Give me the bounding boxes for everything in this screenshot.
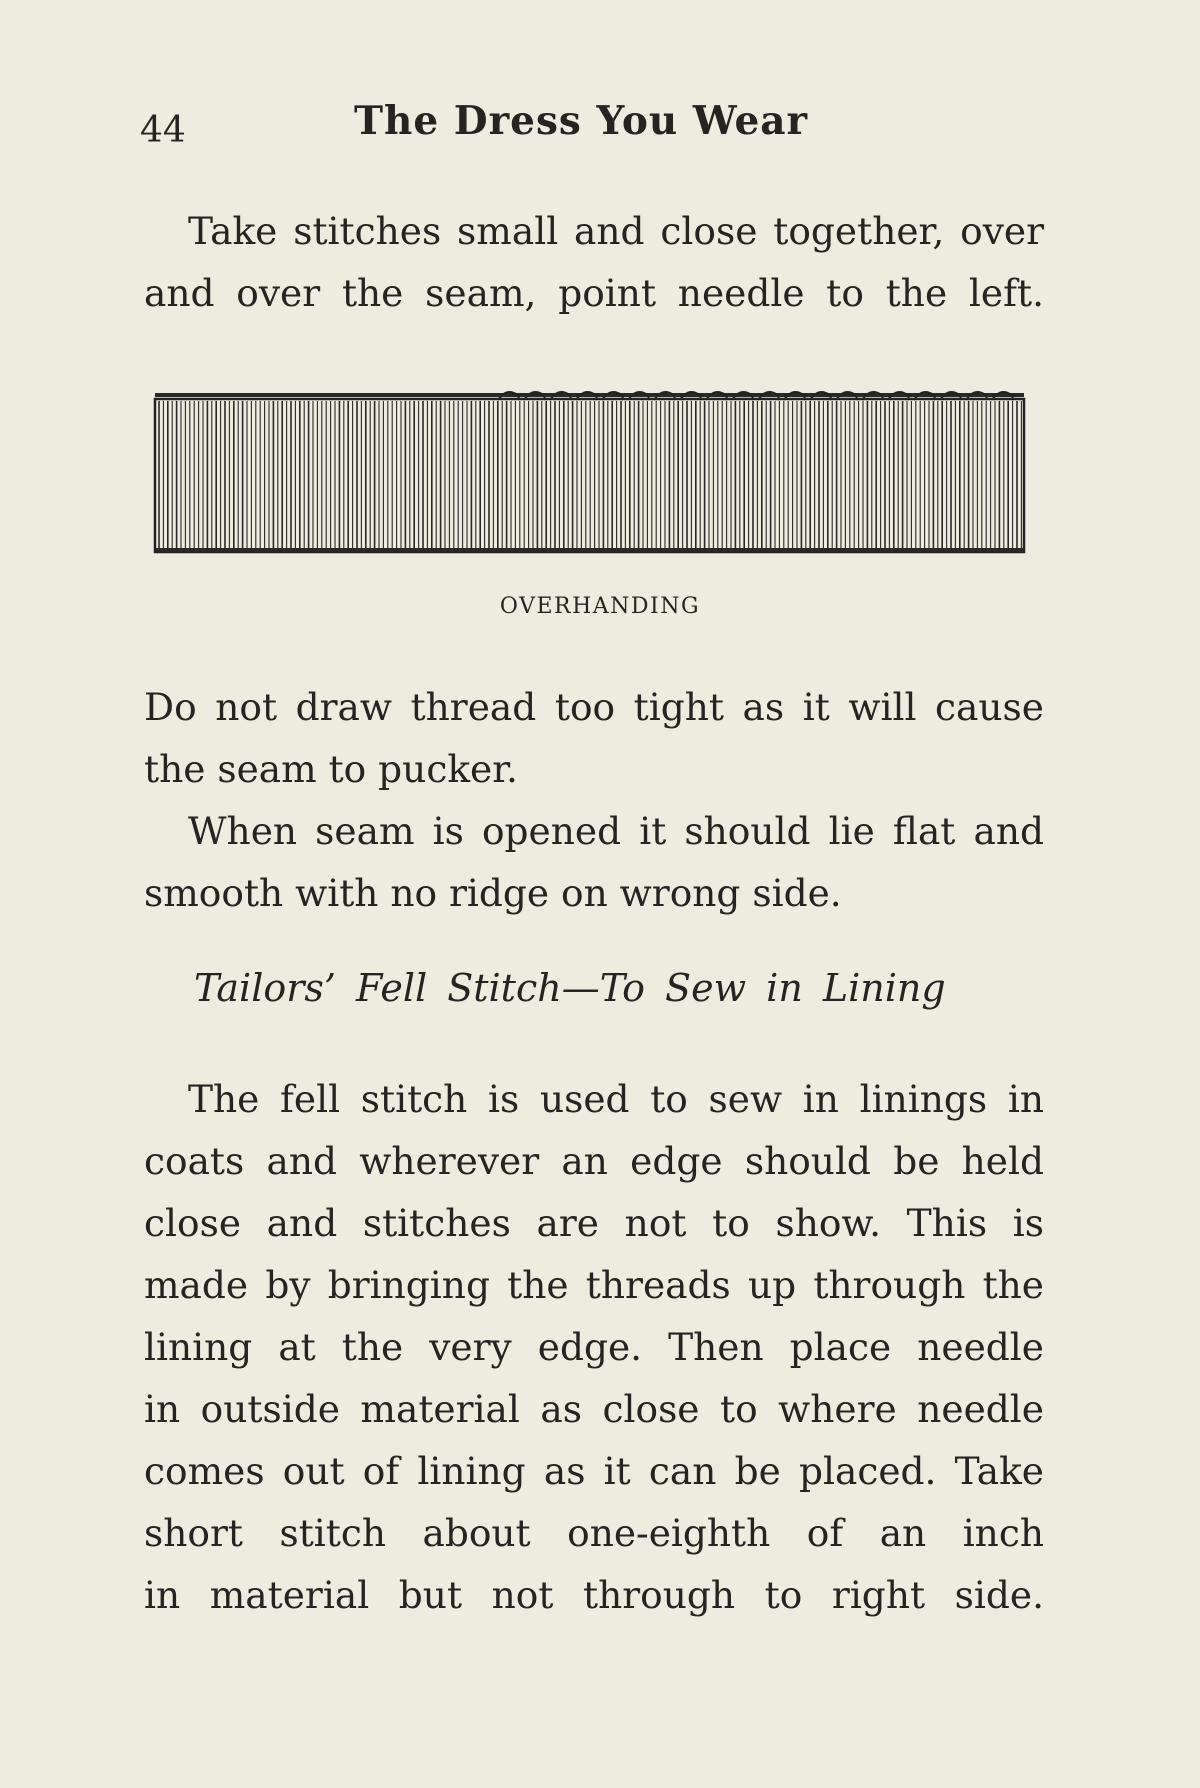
paragraph-3-line-1: When seam is opened it should lie flat and xyxy=(188,809,1044,853)
paragraph-4-line-1: The fell stitch is used to sew in linings in xyxy=(188,1077,1044,1121)
paragraph-4-line-3: close and stitches are not to show. This is xyxy=(144,1201,1044,1245)
paragraph-2-line-1: Do not draw thread too tight as it will cause xyxy=(144,685,1044,729)
figure-caption: OVERHANDING xyxy=(499,594,701,619)
paragraph-2-line-2: the seam to pucker. xyxy=(144,747,518,791)
paragraph-4-line-9: in material but not through to right side. xyxy=(144,1573,1044,1617)
paragraph-4-line-4: made by bringing the threads up through the xyxy=(144,1263,1044,1307)
paragraph-4-line-8: short stitch about one-eighth of an inch xyxy=(144,1511,1044,1555)
paragraph-3-line-2: smooth with no ridge on wrong side. xyxy=(144,871,842,915)
page-number: 44 xyxy=(140,110,186,151)
paragraph-4-line-5: lining at the very edge. Then place needle xyxy=(144,1325,1044,1369)
overhanding-stitch-illustration xyxy=(153,388,1028,568)
paragraph-4-line-6: in outside material as close to where needle xyxy=(144,1387,1044,1431)
section-subheading: Tailors’ Fell Stitch—To Sew in Lining xyxy=(194,966,946,1010)
paragraph-1-line-1: Take stitches small and close together, over xyxy=(188,209,1044,253)
running-title: The Dress You Wear xyxy=(354,98,809,144)
paragraph-4-line-7: comes out of lining as it can be placed. Take xyxy=(144,1449,1044,1493)
page-header xyxy=(0,98,1200,158)
paragraph-4-line-2: coats and wherever an edge should be held xyxy=(144,1139,1044,1183)
paragraph-1-line-2: and over the seam, point needle to the left. xyxy=(144,271,1044,315)
